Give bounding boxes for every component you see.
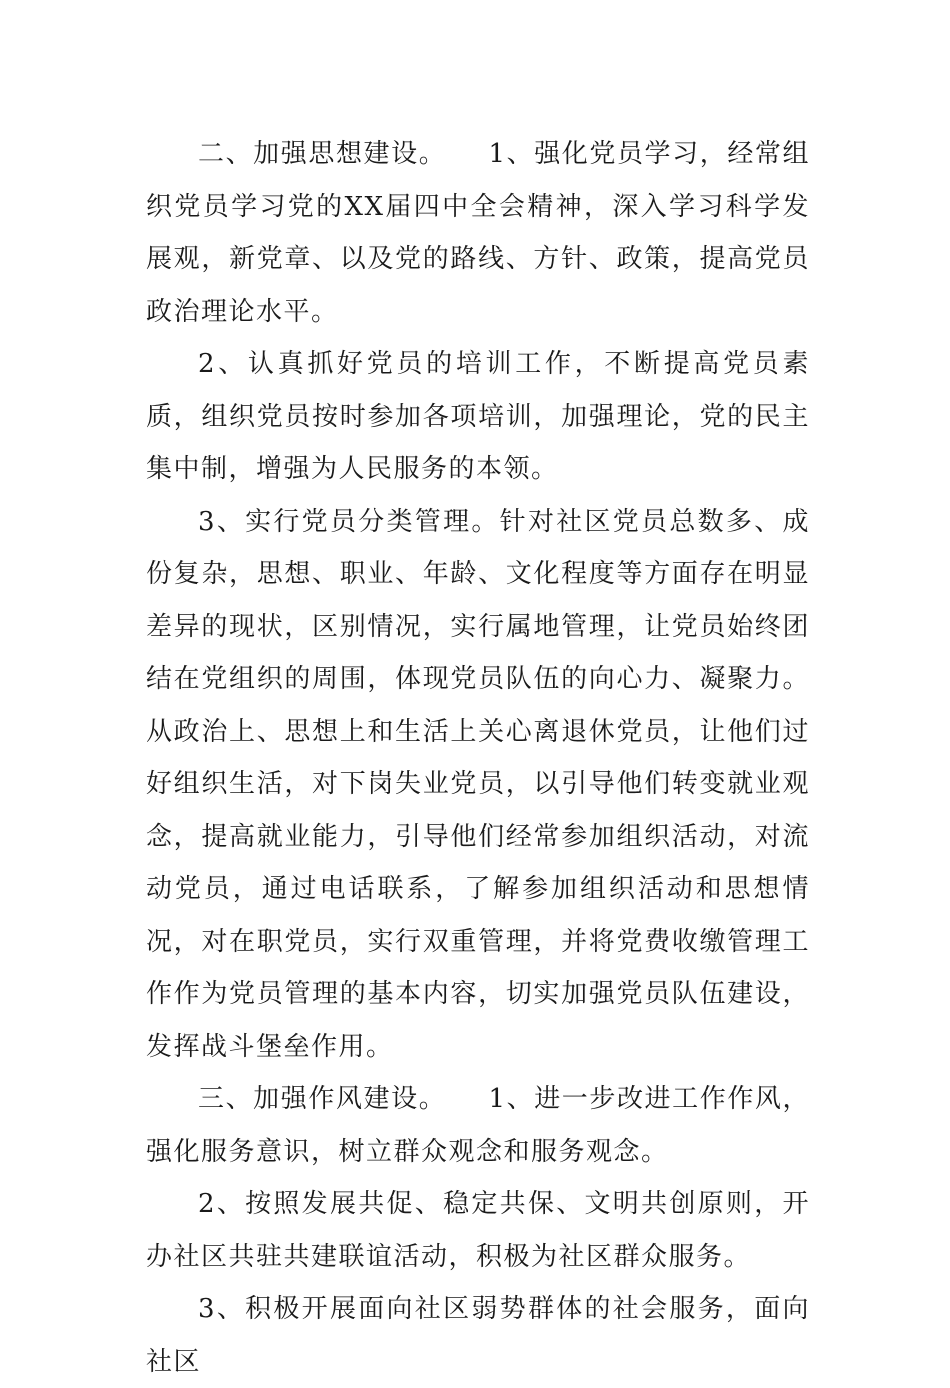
paragraph-classified-management: 3、实行党员分类管理。针对社区党员总数多、成份复杂，思想、职业、年龄、文化程度等方面存在明显差异的现状，区别情况，实行属地管理，让党员始终团结在党组织的周围，体现党员队伍的向心力、凝聚力。从政治上、思想上和生活上关心离退休党员，让他们过好组织生活，对下岗失业党员，以引导他们转变就业观念，提高就业能力，引导他们经常参加组织活动，对流动党员，通过电话联系，了解参加组织活动和思想情况，对在职党员，实行双重管理，并将党费收缴管理工作作为党员管理的基本内容，切实加强党员队伍建设，发挥战斗堡垒作用。 bbox=[146, 506, 810, 1062]
paragraph-ideology-building: 二、加强思想建设。 1、强化党员学习，经常组织党员学习党的XX届四中全会精神，深入学习科学发展观，新党章、以及党的路线、方针、政策，提高党员政治理论水平。 bbox=[146, 139, 810, 327]
paragraph-community-cobuilding: 2、按照发展共促、稳定共保、文明共创原则，开办社区共驻共建联谊活动，积极为社区群众服务。 bbox=[146, 1189, 810, 1272]
paragraph-work-style-building: 三、加强作风建设。 1、进一步改进工作作风，强化服务意识，树立群众观念和服务观念。 bbox=[146, 1084, 810, 1167]
paragraph-social-services: 3、积极开展面向社区弱势群体的社会服务，面向社区 bbox=[146, 1294, 810, 1377]
paragraph-member-training: 2、认真抓好党员的培训工作，不断提高党员素质，组织党员按时参加各项培训，加强理论，党的民主集中制，增强为人民服务的本领。 bbox=[146, 349, 810, 484]
document-body bbox=[146, 128, 810, 1388]
